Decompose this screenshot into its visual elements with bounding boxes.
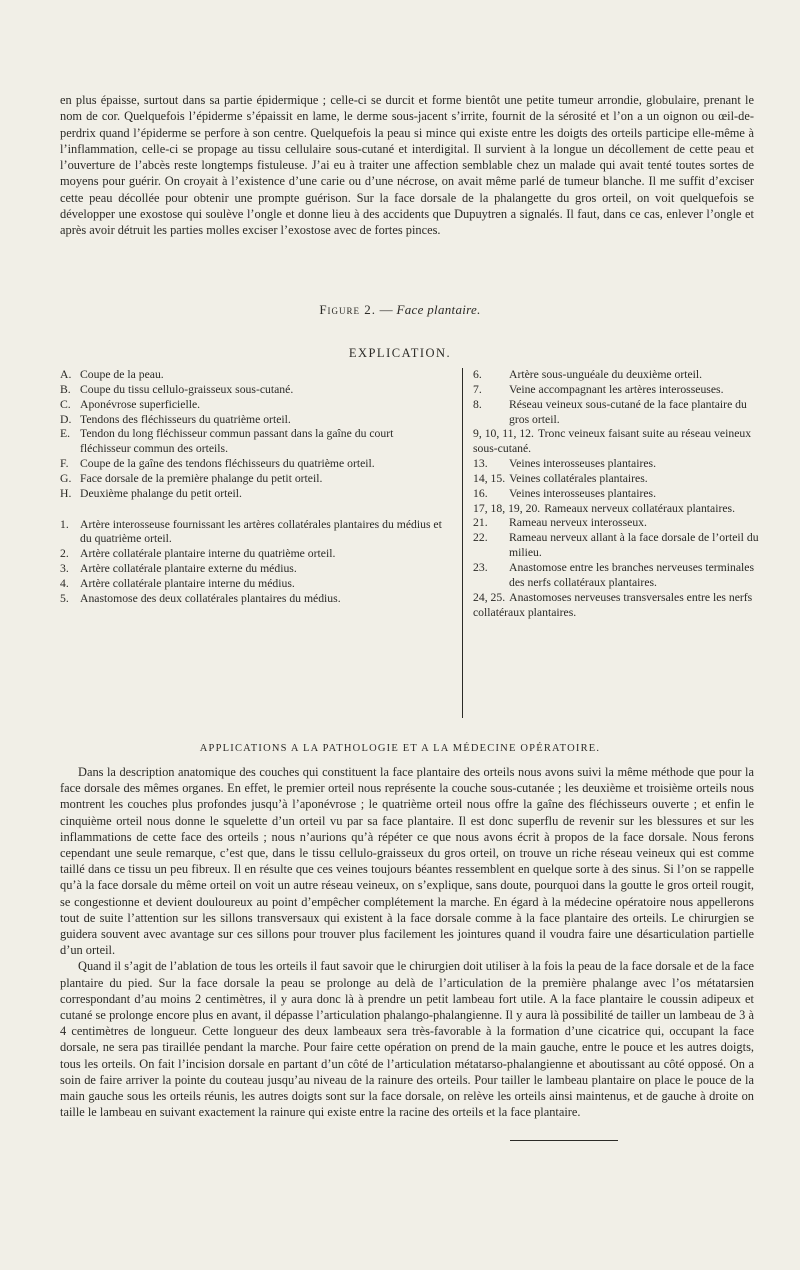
legend-key: A.: [60, 368, 72, 381]
legend-text: Coupe de la gaîne des tendons fléchisseurs du quatrième orteil.: [80, 457, 375, 471]
legend-key: 6.: [473, 368, 482, 381]
legend-key: 8.: [473, 397, 482, 411]
legend-item: [473, 591, 769, 621]
legend-numbers-list: [60, 518, 446, 607]
body-text: [60, 764, 754, 1120]
legend-key: 7.: [473, 382, 482, 396]
legend-text: Coupe du tissu cellulo-graisseux sous-cutané.: [80, 382, 294, 396]
legend-key: 13.: [473, 457, 488, 471]
legend-text: Anastomoses nerveuses transversales entre les nerfs collatéraux plantaires.: [473, 590, 753, 619]
legend-key: C.: [60, 397, 71, 411]
legend-item: [60, 472, 446, 487]
legend-item: [473, 457, 769, 472]
legend-key: 17, 18, 19, 20.: [473, 501, 541, 515]
legend-key: 24, 25.: [473, 590, 506, 604]
legend-text: Aponévrose superficielle.: [80, 397, 201, 411]
legend-item: [60, 547, 446, 562]
legend-text: Rameaux nerveux collatéraux plantaires.: [544, 501, 736, 515]
explication-heading: EXPLICATION.: [348, 346, 452, 360]
legend-key: 1.: [60, 517, 69, 531]
legend-text: Tronc veineux faisant suite au réseau veineux sous-cutané.: [473, 427, 752, 456]
legend-text: Rameau nerveux interosseux.: [509, 516, 647, 530]
legend-right-column: [462, 368, 769, 718]
legend-letters-list: [60, 368, 446, 502]
legend-key: 23.: [473, 560, 488, 574]
legend-item: [473, 561, 769, 591]
legend-text: Tendon du long fléchisseur commun passant dans la gaîne du court fléchisseur commun des orteils.: [80, 427, 394, 456]
legend-text: Veines interosseuses plantaires.: [509, 457, 657, 471]
legend-text: Artère collatérale plantaire interne du quatrième orteil.: [80, 547, 336, 561]
legend-text: Face dorsale de la première phalange du petit orteil.: [80, 471, 323, 485]
legend-text: Artère sous-unguéale du deuxième orteil.: [509, 368, 703, 381]
figure-caption: [0, 302, 800, 318]
applications-heading: APPLICATIONS A LA PATHOLOGIE ET A LA MÉDECINE OPÉRATOIRE.: [199, 743, 601, 754]
legend-text: Artère collatérale plantaire externe du médius.: [80, 562, 297, 576]
legend-text: Tendons des fléchisseurs du quatrième orteil.: [80, 412, 291, 426]
legend-key: H.: [60, 486, 72, 500]
legend-text: Anastomose des deux collatérales plantaires du médius.: [80, 591, 341, 605]
legend-left-column: [60, 368, 446, 716]
figure-title: Face plantaire.: [396, 302, 481, 317]
legend-text: Deuxième phalange du petit orteil.: [80, 486, 242, 500]
legend-item: [60, 562, 446, 577]
legend-text: Veines collatérales plantaires.: [509, 471, 648, 485]
legend-key: 14, 15.: [473, 471, 506, 485]
legend-item: [60, 577, 446, 592]
legend-item: [473, 502, 769, 517]
legend-item: [473, 531, 769, 561]
legend-item: [473, 516, 769, 531]
legend-key: 9, 10, 11, 12.: [473, 427, 534, 441]
legend-text: Anastomose entre les branches nerveuses terminales des nerfs collatéraux plantaires.: [509, 560, 755, 589]
legend-text: Coupe de la peau.: [80, 368, 164, 381]
legend-item: [60, 457, 446, 472]
legend-key: 4.: [60, 576, 69, 590]
legend-text: Artère collatérale plantaire interne du médius.: [80, 576, 295, 590]
legend-item: [60, 398, 446, 413]
legend-item: [473, 472, 769, 487]
legend-item: [473, 383, 769, 398]
figure-label: Figure 2.: [319, 302, 377, 317]
legend-key: 16.: [473, 486, 488, 500]
legend-key: 2.: [60, 547, 69, 561]
body-paragraph: Dans la description anatomique des couches qui constituent la face plantaire des orteils nous avons suivi la même méthode que pour la face dorsale des mêmes organes. En effet, le premier orteil nous représente la couche sous-cutanée ; les deuxième et troisième orteils nous montrent les couches plus profondes jusqu’à l’aponévrose ; le quatrième orteil nous offre la gaîne des fléchisseurs ouverte ; et enfin le cinquième orteil nous donne le squelette d’un orteil vu par sa face plantaire. Il est donc superflu de revenir sur les blessures et sur les inflammations de cette face des orteils ; nous n’aurions qu’à répéter ce que nous avons écrit à propos de la face dorsale. Nous ferons cependant une seule remarque, c’est que, dans le tissu cellulo-graisseux du gros orteil, on trouve un riche réseau veineux qui est comme taillé dans ce tissu un peu fibreux. Il en résulte que ces veines toujours béantes ressemblent en quelque sorte à des sinus. Si l’on se rappelle qu’à la face dorsale du même orteil on voit un autre réseau veineux, on s’explique, sans doute, pourquoi dans la goutte le gros orteil rougit, se congestionne et devient douloureux au point d’empêcher complétement la marche. En égard à la médecine opératoire nous appellerons tout de suite l’attention sur les sillons transversaux qui existent à la face dorsale comme à la face plantaire des orteils. Le chirurgien se guidera souvent avec avantage sur ces sillons pour trouver plus facilement les jointures quand il voudra faire une désarticulation partielle d’un orteil.: [60, 765, 754, 958]
legend-item: [473, 487, 769, 502]
legend-item: [60, 487, 446, 502]
legend-text: Rameau nerveux allant à la face dorsale de l’orteil du milieu.: [509, 531, 759, 560]
legend-key: 22.: [473, 531, 488, 545]
figure-dash: —: [379, 302, 393, 317]
legend-key: 3.: [60, 562, 69, 576]
legend-text: Veines interosseuses plantaires.: [509, 486, 657, 500]
legend-item: [60, 518, 446, 548]
legend-text: Réseau veineux sous-cutané de la face plantaire du gros orteil.: [509, 397, 747, 426]
body-paragraph: Quand il s’agit de l’ablation de tous les orteils il faut savoir que le chirurgien doit utiliser à la fois la peau de la face dorsale et de la face plantaire du pied. Sur la face dorsale la peau se prolonge au delà de l’articulation de la première phalange avec l’os métatarsien correspondant d’au moins 2 centimètres, il y aura donc là à prendre un petit lambeau fort utile. A la face plantaire le coussin adipeux et cutané se prolonge encore plus en avant, il dépasse l’articulation phalango-phalangienne. Il y aura là possibilité de tailler un lambeau de 3 à 4 centimètres de longueur. Cette longueur des deux lambeaux sera très-favorable à la formation d’une cicatrice qui, occupant la face dorsale, ne sera pas tiraillée pendant la marche. Pour faire cette opération on prend de la main gauche, entre le pouce et les autres doigts, tous les orteils. On fait l’incision dorsale en partant d’un côté de l’articulation métatarso-phalangienne et aboutissant au côté opposé. On a soin de faire arriver la pointe du couteau jusqu’au niveau de la rainure des orteils. Pour tailler le lambeau plantaire on place le pouce de la main gauche sous les orteils réunis, les autres doigts sont sur la face dorsale, on relève les orteils ainsi maintenus, et de gauche à droite on taille le lambeau en suivant exactement la rainure qui existe entre la racine des orteils et la face plantaire.: [60, 959, 754, 1120]
legend-key: 21.: [473, 516, 488, 530]
end-rule: [510, 1140, 618, 1141]
legend-key: D.: [60, 412, 72, 426]
legend-item: [473, 427, 769, 457]
legend-item: [60, 368, 446, 383]
legend-key: 5.: [60, 591, 69, 605]
legend-item: [60, 592, 446, 607]
legend-text: Veine accompagnant les artères interosseuses.: [509, 382, 724, 396]
legend-item: [60, 413, 446, 428]
legend-key: G.: [60, 471, 72, 485]
legend-item: [60, 383, 446, 398]
legend-item: [473, 398, 769, 428]
legend-item: [60, 427, 446, 457]
legend-key: F.: [60, 457, 69, 471]
intro-paragraph: en plus épaisse, surtout dans sa partie épidermique ; celle-ci se durcit et forme bientôt une petite tumeur arrondie, globulaire, prenant le nom de cor. Quelquefois l’épiderme s’épaissit en lame, le derme sous-jacent s’irrite, fournit de la sérosité et l’on a un oignon ou œil-de-perdrix quand l’épiderme se perfore à son centre. Quelquefois la peau si mince qui existe entre les doigts des orteils participe elle-même à l’inflammation, celle-ci se propage au tissu cellulaire sous-cutané et interdigital. Il survient à la longue un décollement de cette peau et l’ouverture de l’abcès reste longtemps fistuleuse. J’ai eu à traiter une affection semblable chez un malade qui avait tenté toutes sortes de moyens pour guérir. On croyait à l’existence d’une carie ou d’une nécrose, on avait même parlé de tumeur blanche. Il me suffit d’exciser cette peau décollée pour obtenir une prompte guérison. Sur la face dorsale de la phalangette du gros orteil, on voit quelquefois se développer une exostose qui soulève l’ongle et donne lieu à des accidents que Dupuytren a signalés. Il faut, dans ce cas, enlever l’ongle et après avoir détruit les parties molles exciser l’exostose avec de fortes pinces.: [60, 93, 754, 238]
legend-key: E.: [60, 427, 71, 441]
legend-key: B.: [60, 382, 71, 396]
legend-text: Artère interosseuse fournissant les artères collatérales plantaires du médius et du quatrième orteil.: [80, 517, 442, 546]
legend-item: [473, 368, 769, 383]
